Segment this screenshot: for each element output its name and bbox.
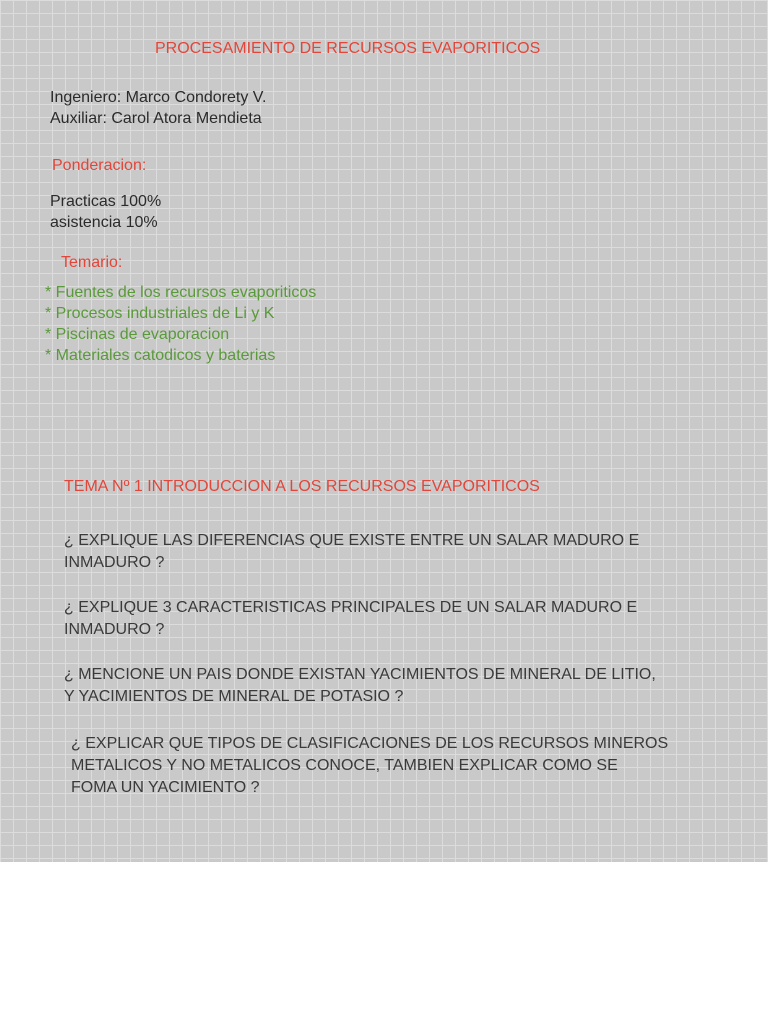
question-line: Y YACIMIENTOS DE MINERAL DE POTASIO ? xyxy=(64,688,404,705)
question-line: METALICOS Y NO METALICOS CONOCE, TAMBIEN EXPLICAR COMO SE xyxy=(71,757,618,774)
question-line: INMADURO ? xyxy=(64,621,165,638)
question-line: INMADURO ? xyxy=(64,554,165,571)
grading-item-asistencia: asistencia 10% xyxy=(50,214,158,231)
syllabus-item: * Piscinas de evaporacion xyxy=(45,326,230,343)
assistant-name: Auxiliar: Carol Atora Mendieta xyxy=(50,110,262,127)
question-line: ¿ EXPLICAR QUE TIPOS DE CLASIFICACIONES DE LOS RECURSOS MINEROS xyxy=(71,735,669,752)
question-line: FOMA UN YACIMIENTO ? xyxy=(71,779,260,796)
question-3 xyxy=(64,664,656,708)
question-2 xyxy=(64,597,637,641)
syllabus-item: * Materiales catodicos y baterias xyxy=(45,347,276,364)
unit-title: TEMA Nº 1 INTRODUCCION A LOS RECURSOS EVAPORITICOS xyxy=(64,478,540,495)
blank-page-area xyxy=(0,862,768,1024)
grading-item-practicas: Practicas 100% xyxy=(50,193,162,210)
engineer-name: Ingeniero: Marco Condorety V. xyxy=(50,89,267,106)
grading-heading: Ponderacion: xyxy=(52,157,147,174)
document-title: PROCESAMIENTO DE RECURSOS EVAPORITICOS xyxy=(155,40,541,57)
syllabus-heading: Temario: xyxy=(61,254,123,271)
syllabus-item: * Fuentes de los recursos evaporiticos xyxy=(45,284,317,301)
question-line: ¿ EXPLIQUE 3 CARACTERISTICAS PRINCIPALES DE UN SALAR MADURO E xyxy=(64,599,638,616)
question-line: ¿ MENCIONE UN PAIS DONDE EXISTAN YACIMIENTOS DE MINERAL DE LITIO, xyxy=(64,666,656,683)
question-line: ¿ EXPLIQUE LAS DIFERENCIAS QUE EXISTE ENTRE UN SALAR MADURO E xyxy=(64,532,640,549)
question-1 xyxy=(64,530,639,574)
question-4 xyxy=(71,733,668,799)
syllabus-item: * Procesos industriales de Li y K xyxy=(45,305,275,322)
